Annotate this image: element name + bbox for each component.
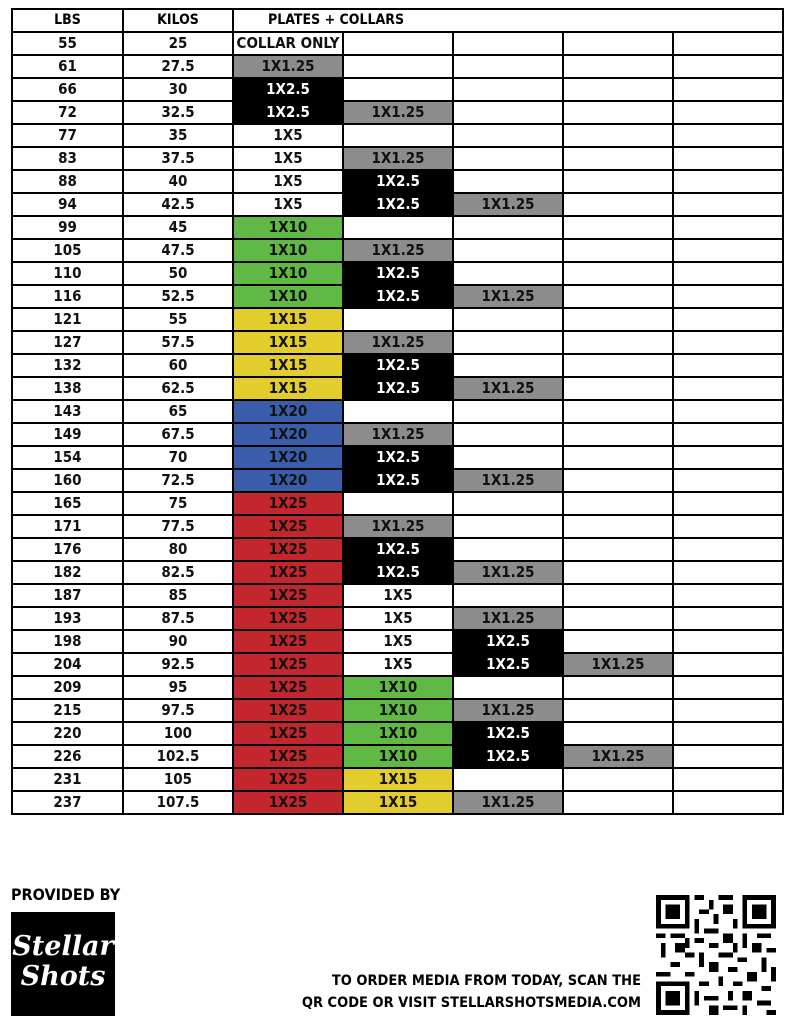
empty-plate-cell xyxy=(563,262,673,285)
empty-plate-cell xyxy=(453,78,563,101)
empty-plate-cell xyxy=(673,745,783,768)
empty-plate-cell xyxy=(453,354,563,377)
lbs-cell: 99 xyxy=(12,216,123,239)
kilos-cell: 75 xyxy=(123,492,233,515)
empty-plate-cell xyxy=(343,400,453,423)
kilos-cell: 100 xyxy=(123,722,233,745)
plate-cell: 1X2.5 xyxy=(233,101,343,124)
table-row xyxy=(12,55,783,78)
kilos-cell: 90 xyxy=(123,630,233,653)
plate-cell: 1X20 xyxy=(233,423,343,446)
empty-plate-cell xyxy=(563,469,673,492)
empty-plate-cell xyxy=(673,515,783,538)
lbs-cell: 149 xyxy=(12,423,123,446)
lbs-cell: 116 xyxy=(12,285,123,308)
kilos-cell: 67.5 xyxy=(123,423,233,446)
empty-plate-cell xyxy=(343,32,453,55)
empty-plate-cell xyxy=(453,262,563,285)
table-row xyxy=(12,78,783,101)
empty-plate-cell xyxy=(673,492,783,515)
plate-cell: 1X1.25 xyxy=(453,607,563,630)
empty-plate-cell xyxy=(563,32,673,55)
empty-plate-cell xyxy=(453,308,563,331)
plate-cell: 1X1.25 xyxy=(343,239,453,262)
empty-plate-cell xyxy=(673,170,783,193)
empty-plate-cell xyxy=(343,216,453,239)
empty-plate-cell xyxy=(453,584,563,607)
empty-plate-cell xyxy=(563,308,673,331)
plate-cell: 1X25 xyxy=(233,561,343,584)
empty-plate-cell xyxy=(673,262,783,285)
empty-plate-cell xyxy=(563,170,673,193)
empty-plate-cell xyxy=(453,492,563,515)
empty-plate-cell xyxy=(673,469,783,492)
plate-cell: 1X2.5 xyxy=(343,193,453,216)
empty-plate-cell xyxy=(673,78,783,101)
empty-plate-cell xyxy=(673,630,783,653)
plate-cell: 1X2.5 xyxy=(453,630,563,653)
plate-cell: 1X1.25 xyxy=(453,285,563,308)
kilos-cell: 40 xyxy=(123,170,233,193)
lbs-cell: 61 xyxy=(12,55,123,78)
lbs-cell: 55 xyxy=(12,32,123,55)
kilos-cell: 95 xyxy=(123,676,233,699)
empty-plate-cell xyxy=(673,147,783,170)
empty-plate-cell xyxy=(673,32,783,55)
order-line-1: TO ORDER MEDIA FROM TODAY, SCAN THE xyxy=(331,973,641,989)
plate-cell: 1X5 xyxy=(233,170,343,193)
empty-plate-cell xyxy=(673,676,783,699)
empty-plate-cell xyxy=(453,170,563,193)
lbs-cell: 88 xyxy=(12,170,123,193)
plate-cell: 1X1.25 xyxy=(343,331,453,354)
table-row xyxy=(12,676,783,699)
empty-plate-cell xyxy=(673,331,783,354)
lbs-cell: 160 xyxy=(12,469,123,492)
empty-plate-cell xyxy=(453,32,563,55)
lbs-cell: 132 xyxy=(12,354,123,377)
lbs-cell: 187 xyxy=(12,584,123,607)
empty-plate-cell xyxy=(673,699,783,722)
plate-cell: 1X1.25 xyxy=(453,469,563,492)
empty-plate-cell xyxy=(673,791,783,814)
kilos-cell: 27.5 xyxy=(123,55,233,78)
empty-plate-cell xyxy=(453,538,563,561)
empty-plate-cell xyxy=(343,492,453,515)
lbs-cell: 77 xyxy=(12,124,123,147)
lbs-cell: 72 xyxy=(12,101,123,124)
plates-collars-header: PLATES + COLLARS xyxy=(233,9,783,32)
plate-cell: 1X1.25 xyxy=(563,653,673,676)
lbs-cell: 226 xyxy=(12,745,123,768)
plate-cell: 1X5 xyxy=(233,193,343,216)
table-row xyxy=(12,745,783,768)
plate-cell: 1X2.5 xyxy=(343,170,453,193)
plate-cell: 1X20 xyxy=(233,400,343,423)
empty-plate-cell xyxy=(673,354,783,377)
lbs-cell: 193 xyxy=(12,607,123,630)
lbs-cell: 204 xyxy=(12,653,123,676)
empty-plate-cell xyxy=(563,101,673,124)
table-row xyxy=(12,722,783,745)
kilos-cell: 65 xyxy=(123,400,233,423)
lbs-cell: 66 xyxy=(12,78,123,101)
table-row xyxy=(12,377,783,400)
empty-plate-cell xyxy=(563,492,673,515)
lbs-cell: 94 xyxy=(12,193,123,216)
table-row xyxy=(12,193,783,216)
empty-plate-cell xyxy=(563,285,673,308)
empty-plate-cell xyxy=(563,538,673,561)
empty-plate-cell xyxy=(563,124,673,147)
table-row xyxy=(12,492,783,515)
table-row xyxy=(12,32,783,55)
plate-cell: 1X25 xyxy=(233,538,343,561)
plate-cell: 1X25 xyxy=(233,791,343,814)
empty-plate-cell xyxy=(453,216,563,239)
table-row xyxy=(12,285,783,308)
empty-plate-cell xyxy=(563,377,673,400)
empty-plate-cell xyxy=(343,124,453,147)
plate-cell: 1X10 xyxy=(343,676,453,699)
empty-plate-cell xyxy=(673,101,783,124)
lbs-cell: 105 xyxy=(12,239,123,262)
table-row xyxy=(12,124,783,147)
chart-body xyxy=(12,32,783,814)
empty-plate-cell xyxy=(453,124,563,147)
plate-cell: 1X2.5 xyxy=(343,285,453,308)
lbs-cell: 220 xyxy=(12,722,123,745)
plate-cell: 1X25 xyxy=(233,584,343,607)
table-row xyxy=(12,561,783,584)
plate-cell: 1X2.5 xyxy=(343,262,453,285)
kilos-cell: 102.5 xyxy=(123,745,233,768)
order-line-2: QR CODE OR VISIT STELLARSHOTSMEDIA.COM xyxy=(301,995,641,1011)
table-row xyxy=(12,630,783,653)
logo-line-1: Stellar xyxy=(12,931,114,962)
empty-plate-cell xyxy=(453,331,563,354)
kilos-cell: 70 xyxy=(123,446,233,469)
table-row xyxy=(12,262,783,285)
empty-plate-cell xyxy=(563,607,673,630)
table-row xyxy=(12,308,783,331)
table-row xyxy=(12,170,783,193)
empty-plate-cell xyxy=(563,239,673,262)
empty-plate-cell xyxy=(563,515,673,538)
empty-plate-cell xyxy=(563,78,673,101)
plate-cell: 1X10 xyxy=(233,216,343,239)
empty-plate-cell xyxy=(453,768,563,791)
empty-plate-cell xyxy=(563,561,673,584)
plate-cell: 1X1.25 xyxy=(453,561,563,584)
kilos-cell: 55 xyxy=(123,308,233,331)
lbs-cell: 121 xyxy=(12,308,123,331)
plate-cell: 1X25 xyxy=(233,515,343,538)
empty-plate-cell xyxy=(563,55,673,78)
table-row xyxy=(12,101,783,124)
lbs-cell: 237 xyxy=(12,791,123,814)
plate-cell: 1X15 xyxy=(233,331,343,354)
plate-cell: 1X1.25 xyxy=(563,745,673,768)
kilos-cell: 47.5 xyxy=(123,239,233,262)
plate-cell: 1X2.5 xyxy=(343,377,453,400)
lbs-cell: 165 xyxy=(12,492,123,515)
plate-cell: 1X1.25 xyxy=(453,699,563,722)
kilos-cell: 107.5 xyxy=(123,791,233,814)
empty-plate-cell xyxy=(673,239,783,262)
empty-plate-cell xyxy=(673,722,783,745)
plate-cell: 1X1.25 xyxy=(343,515,453,538)
lbs-cell: 110 xyxy=(12,262,123,285)
empty-plate-cell xyxy=(673,55,783,78)
plate-cell: 1X2.5 xyxy=(453,722,563,745)
plate-cell: 1X15 xyxy=(343,791,453,814)
table-row xyxy=(12,607,783,630)
plate-cell: 1X2.5 xyxy=(453,653,563,676)
empty-plate-cell xyxy=(563,147,673,170)
empty-plate-cell xyxy=(563,722,673,745)
table-row xyxy=(12,699,783,722)
plate-cell: 1X2.5 xyxy=(343,354,453,377)
lbs-cell: 138 xyxy=(12,377,123,400)
kilos-cell: 42.5 xyxy=(123,193,233,216)
empty-plate-cell xyxy=(453,446,563,469)
lbs-cell: 198 xyxy=(12,630,123,653)
kilos-cell: 72.5 xyxy=(123,469,233,492)
plate-cell: 1X20 xyxy=(233,469,343,492)
kilos-cell: 32.5 xyxy=(123,101,233,124)
provided-by-label: PROVIDED BY xyxy=(11,885,121,904)
table-row xyxy=(12,469,783,492)
table-row xyxy=(12,239,783,262)
empty-plate-cell xyxy=(563,768,673,791)
plate-cell: 1X15 xyxy=(233,354,343,377)
kilos-cell: 30 xyxy=(123,78,233,101)
empty-plate-cell xyxy=(563,791,673,814)
plate-cell: 1X2.5 xyxy=(343,561,453,584)
plate-cell: 1X2.5 xyxy=(453,745,563,768)
kilos-cell: 77.5 xyxy=(123,515,233,538)
logo-line-2: Shots xyxy=(20,961,106,992)
empty-plate-cell xyxy=(563,400,673,423)
qr-code-icon[interactable] xyxy=(656,895,776,1015)
kilos-cell: 62.5 xyxy=(123,377,233,400)
empty-plate-cell xyxy=(673,423,783,446)
lbs-cell: 127 xyxy=(12,331,123,354)
empty-plate-cell xyxy=(453,147,563,170)
stellar-shots-logo xyxy=(11,912,115,1016)
plate-cell: 1X1.25 xyxy=(453,377,563,400)
lbs-cell: 171 xyxy=(12,515,123,538)
empty-plate-cell xyxy=(673,768,783,791)
kilos-cell: 35 xyxy=(123,124,233,147)
table-row xyxy=(12,584,783,607)
empty-plate-cell xyxy=(453,55,563,78)
empty-plate-cell xyxy=(563,699,673,722)
plate-cell: 1X10 xyxy=(343,745,453,768)
kilos-cell: 37.5 xyxy=(123,147,233,170)
table-row xyxy=(12,400,783,423)
kilos-cell: 82.5 xyxy=(123,561,233,584)
lbs-cell: 209 xyxy=(12,676,123,699)
kilos-cell: 45 xyxy=(123,216,233,239)
plate-cell: 1X15 xyxy=(343,768,453,791)
empty-plate-cell xyxy=(673,377,783,400)
empty-plate-cell xyxy=(563,446,673,469)
kilos-cell: 80 xyxy=(123,538,233,561)
empty-plate-cell xyxy=(563,193,673,216)
plate-cell: COLLAR ONLY xyxy=(233,32,343,55)
plate-cell: 1X10 xyxy=(233,239,343,262)
empty-plate-cell xyxy=(563,584,673,607)
plate-cell: 1X5 xyxy=(343,630,453,653)
plate-cell: 1X10 xyxy=(343,722,453,745)
table-row xyxy=(12,423,783,446)
table-row xyxy=(12,331,783,354)
empty-plate-cell xyxy=(673,285,783,308)
kilos-cell: 52.5 xyxy=(123,285,233,308)
plate-cell: 1X1.25 xyxy=(343,147,453,170)
plate-cell: 1X10 xyxy=(233,262,343,285)
kilos-header: KILOS xyxy=(123,9,233,32)
empty-plate-cell xyxy=(563,423,673,446)
empty-plate-cell xyxy=(453,101,563,124)
plate-cell: 1X25 xyxy=(233,768,343,791)
empty-plate-cell xyxy=(343,308,453,331)
plate-cell: 1X5 xyxy=(343,607,453,630)
plate-cell: 1X25 xyxy=(233,699,343,722)
plate-cell: 1X25 xyxy=(233,745,343,768)
empty-plate-cell xyxy=(673,538,783,561)
table-row xyxy=(12,791,783,814)
plate-cell: 1X5 xyxy=(233,147,343,170)
plate-cell: 1X15 xyxy=(233,308,343,331)
plate-cell: 1X25 xyxy=(233,676,343,699)
lbs-cell: 176 xyxy=(12,538,123,561)
plate-cell: 1X2.5 xyxy=(233,78,343,101)
plate-cell: 1X15 xyxy=(233,377,343,400)
empty-plate-cell xyxy=(673,446,783,469)
plate-cell: 1X2.5 xyxy=(343,538,453,561)
kilos-cell: 57.5 xyxy=(123,331,233,354)
kilos-cell: 97.5 xyxy=(123,699,233,722)
kilos-cell: 60 xyxy=(123,354,233,377)
empty-plate-cell xyxy=(563,630,673,653)
table-row xyxy=(12,653,783,676)
empty-plate-cell xyxy=(563,676,673,699)
kilos-cell: 50 xyxy=(123,262,233,285)
lbs-cell: 182 xyxy=(12,561,123,584)
kilos-cell: 92.5 xyxy=(123,653,233,676)
lbs-cell: 143 xyxy=(12,400,123,423)
plate-cell: 1X10 xyxy=(343,699,453,722)
empty-plate-cell xyxy=(453,239,563,262)
plate-cell: 1X25 xyxy=(233,492,343,515)
plate-cell: 1X5 xyxy=(343,584,453,607)
table-row xyxy=(12,515,783,538)
plate-cell: 1X2.5 xyxy=(343,446,453,469)
empty-plate-cell xyxy=(673,308,783,331)
plate-cell: 1X25 xyxy=(233,653,343,676)
empty-plate-cell xyxy=(453,515,563,538)
empty-plate-cell xyxy=(673,653,783,676)
empty-plate-cell xyxy=(453,423,563,446)
lbs-cell: 83 xyxy=(12,147,123,170)
lbs-cell: 215 xyxy=(12,699,123,722)
plate-cell: 1X1.25 xyxy=(343,101,453,124)
plate-cell: 1X1.25 xyxy=(453,791,563,814)
empty-plate-cell xyxy=(673,561,783,584)
empty-plate-cell xyxy=(563,216,673,239)
empty-plate-cell xyxy=(343,78,453,101)
kilos-cell: 85 xyxy=(123,584,233,607)
plate-cell: 1X5 xyxy=(343,653,453,676)
empty-plate-cell xyxy=(673,584,783,607)
lbs-header: LBS xyxy=(12,9,123,32)
kilos-cell: 25 xyxy=(123,32,233,55)
table-row xyxy=(12,147,783,170)
empty-plate-cell xyxy=(453,676,563,699)
table-row xyxy=(12,538,783,561)
plate-cell: 1X25 xyxy=(233,607,343,630)
empty-plate-cell xyxy=(673,400,783,423)
empty-plate-cell xyxy=(563,331,673,354)
table-row xyxy=(12,216,783,239)
table-row xyxy=(12,354,783,377)
plate-cell: 1X1.25 xyxy=(233,55,343,78)
plate-cell: 1X25 xyxy=(233,722,343,745)
lbs-cell: 154 xyxy=(12,446,123,469)
empty-plate-cell xyxy=(673,124,783,147)
plate-loading-chart xyxy=(11,8,784,815)
empty-plate-cell xyxy=(563,354,673,377)
empty-plate-cell xyxy=(673,216,783,239)
lbs-cell: 231 xyxy=(12,768,123,791)
order-instructions xyxy=(302,970,641,1014)
empty-plate-cell xyxy=(673,607,783,630)
plate-cell: 1X25 xyxy=(233,630,343,653)
empty-plate-cell xyxy=(453,400,563,423)
empty-plate-cell xyxy=(343,55,453,78)
plate-cell: 1X20 xyxy=(233,446,343,469)
plate-cell: 1X5 xyxy=(233,124,343,147)
table-row xyxy=(12,446,783,469)
table-row xyxy=(12,768,783,791)
kilos-cell: 105 xyxy=(123,768,233,791)
plate-cell: 1X1.25 xyxy=(343,423,453,446)
plate-cell: 1X10 xyxy=(233,285,343,308)
plate-cell: 1X2.5 xyxy=(343,469,453,492)
kilos-cell: 87.5 xyxy=(123,607,233,630)
plate-cell: 1X1.25 xyxy=(453,193,563,216)
header-row xyxy=(12,9,783,32)
empty-plate-cell xyxy=(673,193,783,216)
